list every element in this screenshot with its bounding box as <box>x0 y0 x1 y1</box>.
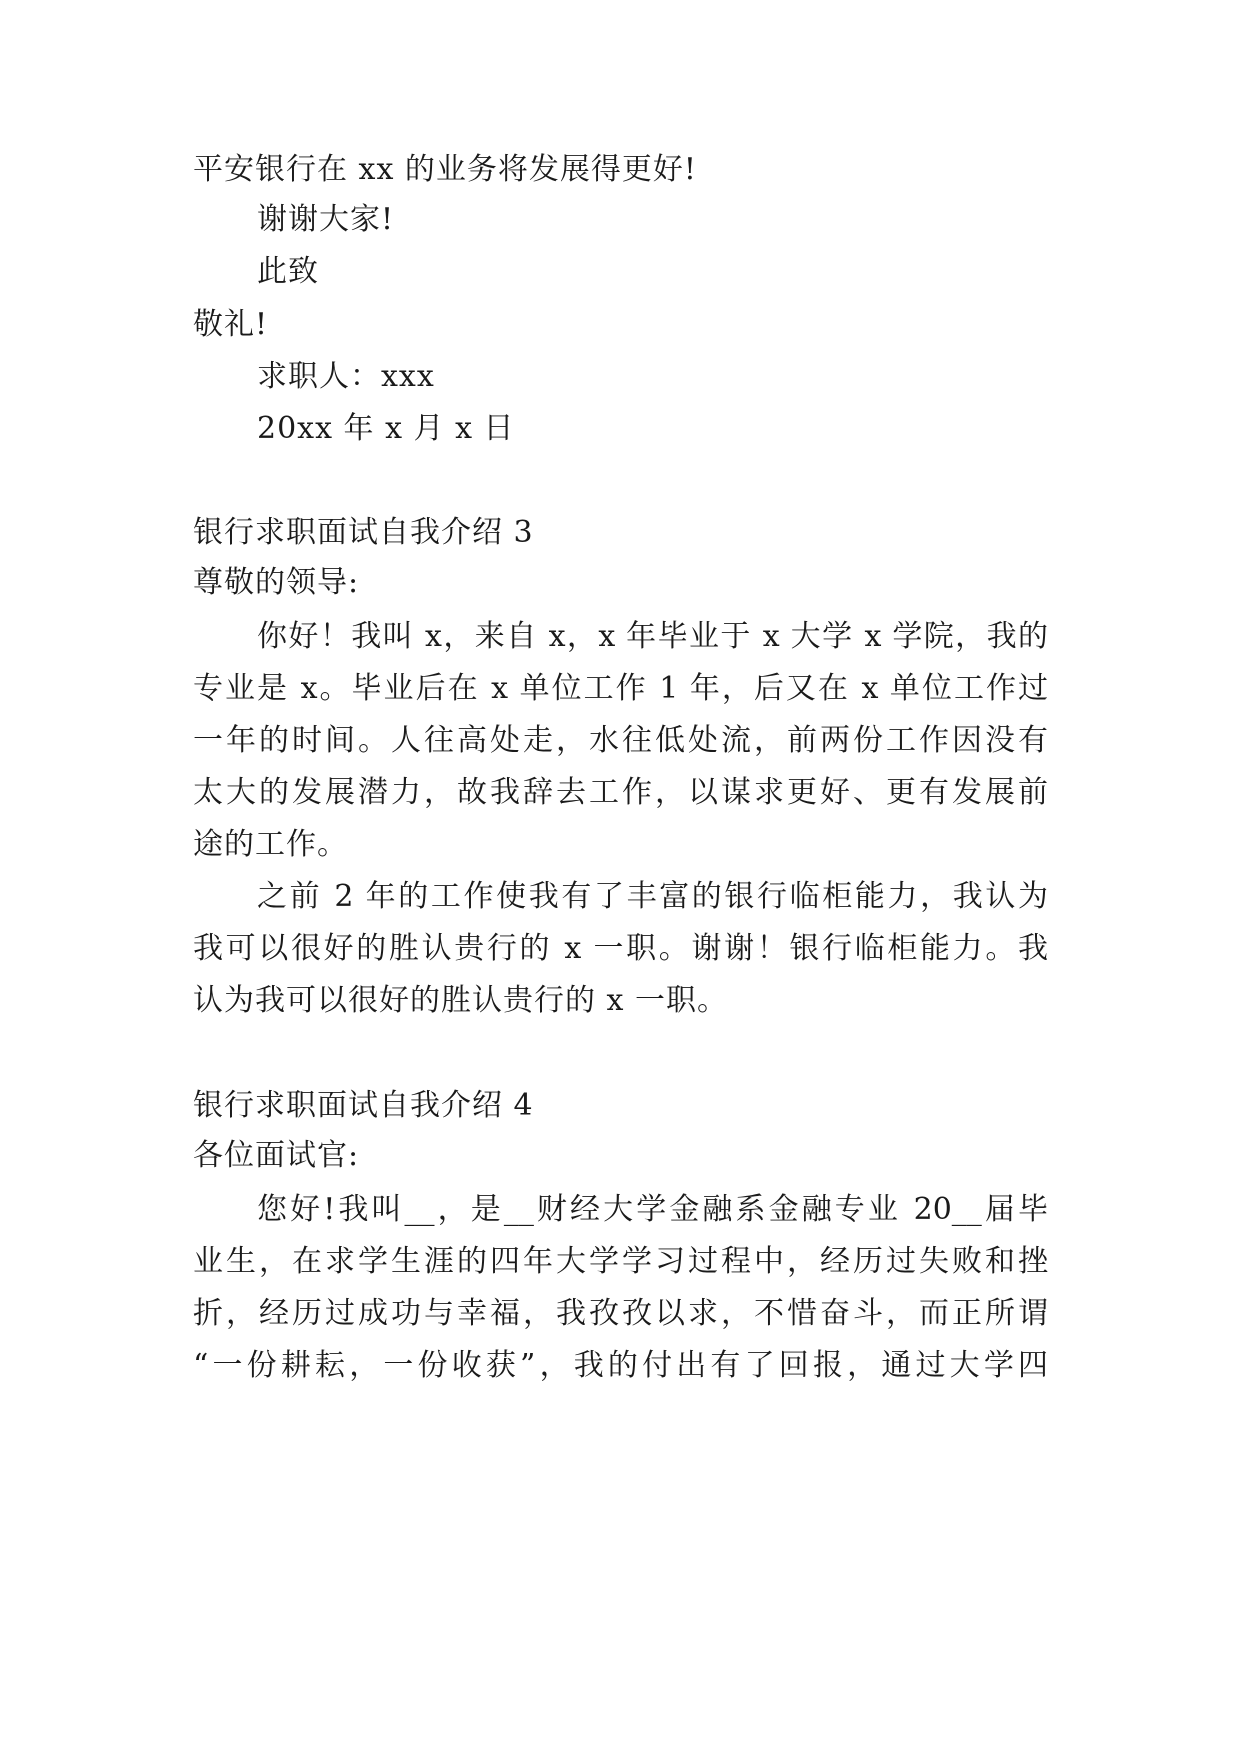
section-4-p1-line-4: “一份耕耘，一份收获”，我的付出有了回报，通过大学四 <box>193 1348 1048 1383</box>
section-4-greeting: 各位面试官: <box>193 1138 360 1173</box>
applicant-line: 求职人：xxx <box>257 359 435 394</box>
section-3-greeting: 尊敬的领导: <box>193 565 360 600</box>
salutation-line-2: 敬礼! <box>193 307 269 342</box>
section-4-p1-line-3: 折，经历过成功与幸福，我孜孜以求，不惜奋斗，而正所谓 <box>193 1296 1048 1331</box>
date-line: 20xx 年 x 月 x 日 <box>257 411 515 446</box>
section-3-title: 银行求职面试自我介绍 3 <box>193 515 534 550</box>
section-3-p1-line-1: 你好！我叫 x，来自 x，x 年毕业于 x 大学 x 学院，我的 <box>257 619 1048 654</box>
section-4-title: 银行求职面试自我介绍 4 <box>193 1088 534 1123</box>
section-3-p2-line-1: 之前 2 年的工作使我有了丰富的银行临柜能力，我认为 <box>257 879 1048 914</box>
salutation-line-1: 此致 <box>257 254 319 289</box>
closing-line: 平安银行在 xx 的业务将发展得更好! <box>193 152 697 187</box>
section-3-p2-line-3: 认为我可以很好的胜认贵行的 x 一职。 <box>193 983 728 1018</box>
section-3-p1-line-2: 专业是 x。毕业后在 x 单位工作 1 年，后又在 x 单位工作过 <box>193 671 1048 706</box>
section-4-p1-line-2: 业生，在求学生涯的四年大学学习过程中，经历过失败和挫 <box>193 1244 1048 1279</box>
thanks-line: 谢谢大家! <box>257 202 395 237</box>
section-3-p1-line-5: 途的工作。 <box>193 827 348 862</box>
section-3-p2-line-2: 我可以很好的胜认贵行的 x 一职。谢谢！银行临柜能力。我 <box>193 931 1048 966</box>
section-3-p1-line-3: 一年的时间。人往高处走，水往低处流，前两份工作因没有 <box>193 723 1048 758</box>
section-3-p1-line-4: 太大的发展潜力，故我辞去工作，以谋求更好、更有发展前 <box>193 775 1048 810</box>
section-4-p1-line-1: 您好!我叫__，是__财经大学金融系金融专业 20__届毕 <box>257 1192 1048 1227</box>
